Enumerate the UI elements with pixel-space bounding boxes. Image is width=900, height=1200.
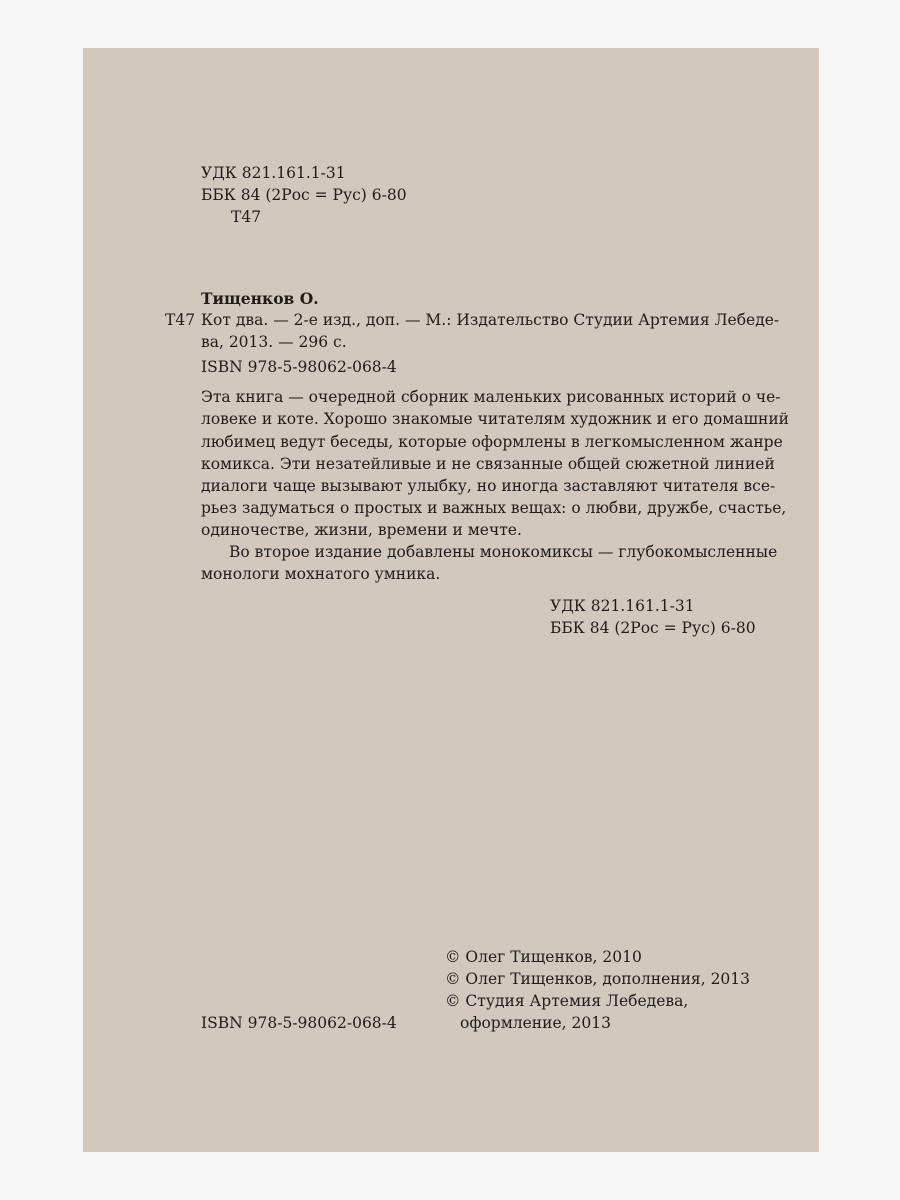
annotation-line: Во второе издание добавлены монокомиксы — глубокомысленные — [229, 543, 778, 561]
imprint-page — [83, 48, 819, 1152]
record-isbn: ISBN 978-5-98062-068-4 — [201, 358, 397, 376]
annotation-line: Эта книга — очередной сборник маленьких рисованных историй о че- — [201, 388, 781, 406]
annotation-line: рьез задуматься о простых и важных вещах: о любви, дружбе, счастье, — [201, 499, 787, 517]
copyright-line: © Олег Тищенков, дополнения, 2013 — [445, 970, 751, 988]
copyright-line: оформление, 2013 — [460, 1014, 611, 1032]
bbk-code: ББК 84 (2Рос = Рус) 6-80 — [201, 186, 407, 204]
record-mark: Т47 — [165, 311, 196, 329]
record-title-line: ва, 2013. — 296 с. — [201, 333, 347, 351]
udk-code-right: УДК 821.161.1-31 — [550, 597, 695, 615]
record-title-line: Кот два. — 2-е изд., доп. — М.: Издательство Студии Артемия Лебеде- — [201, 311, 780, 329]
copyright-line: © Олег Тищенков, 2010 — [445, 948, 642, 966]
annotation-line: комикса. Эти незатейливые и не связанные общей сюжетной линией — [201, 455, 775, 473]
annotation-line: ловеке и коте. Хорошо знакомые читателям художник и его домашний — [201, 410, 789, 428]
footer-isbn: ISBN 978-5-98062-068-4 — [201, 1014, 397, 1032]
udk-code: УДК 821.161.1-31 — [201, 164, 346, 182]
bbk-code-right: ББК 84 (2Рос = Рус) 6-80 — [550, 619, 756, 637]
author-mark: Т47 — [231, 208, 262, 226]
copyright-line: © Студия Артемия Лебедева, — [445, 992, 689, 1010]
annotation-line: одиночестве, жизни, времени и мечте. — [201, 521, 522, 539]
annotation-line: любимец ведут беседы, которые оформлены в легкомысленном жанре — [201, 433, 783, 451]
annotation-line: монологи мохнатого умника. — [201, 565, 441, 583]
annotation-line: диалоги чаще вызывают улыбку, но иногда заставляют читателя все- — [201, 477, 776, 495]
record-author: Тищенков О. — [201, 289, 319, 308]
